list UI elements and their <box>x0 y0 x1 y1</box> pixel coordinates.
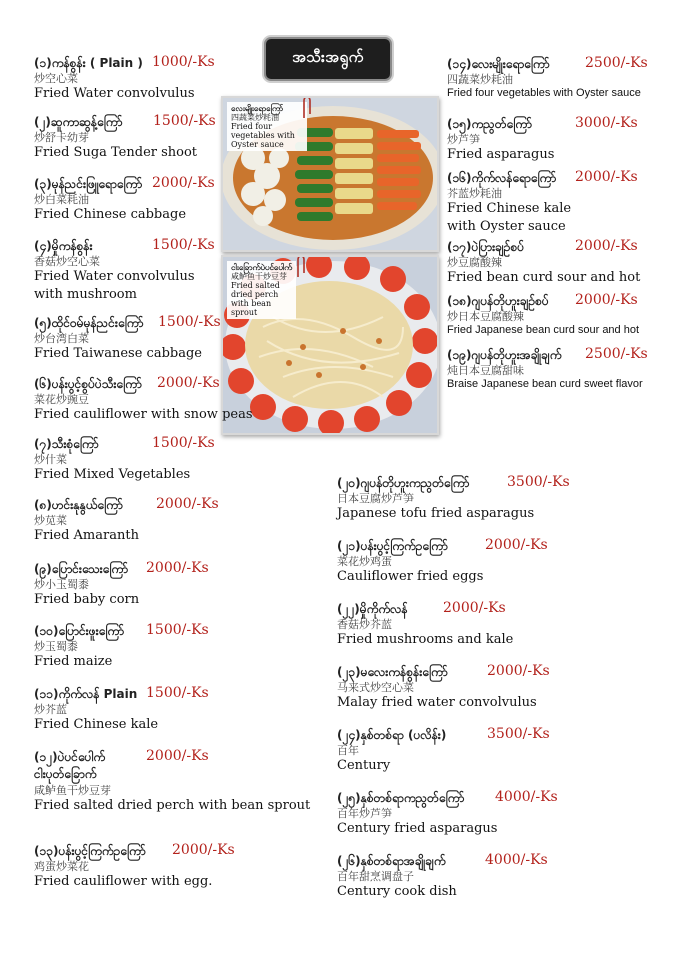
item-price: 1500/-Ks <box>158 314 221 330</box>
menu-item <box>337 598 577 649</box>
menu-item <box>34 312 274 363</box>
item-name-myanmar: (၁၆)ကိုက်လန်ရောကြော် <box>447 171 557 185</box>
menu-item-header <box>34 235 274 255</box>
menu-item-header <box>447 290 678 310</box>
menu-item <box>337 724 577 775</box>
item-price: 2000/-Ks <box>172 842 235 858</box>
menu-item-header <box>337 598 577 618</box>
menu-item <box>34 620 274 671</box>
item-name-myanmar: (၂၃)မလေးကန်စွန်းကြော် <box>337 665 448 679</box>
caption-zh: 四蔬菜炒耗油 <box>231 113 279 122</box>
caption-zh: 咸鲈鱼干炒豆芽 <box>231 272 287 281</box>
item-name-chinese: 炒台湾白菜 <box>34 332 89 345</box>
menu-item <box>337 472 577 523</box>
item-price: 2000/-Ks <box>152 175 215 191</box>
item-name-myanmar: (၁၂)ပဲပင်ပေါက် <box>34 750 106 764</box>
item-name-myanmar: (၂၂)မှိုကိုက်လန် <box>337 602 408 616</box>
item-price: 1500/-Ks <box>146 622 209 638</box>
menu-item <box>337 850 577 901</box>
item-name-english: Fried four vegetables with Oyster sauce <box>447 87 641 99</box>
item-name-myanmar: (၁၅)ကညွတ်ကြော် <box>447 117 532 131</box>
item-price: 2000/-Ks <box>575 169 638 185</box>
item-name-myanmar: (၁၄)လေးမျိုးရောကြော် <box>447 57 550 71</box>
item-name-english: Fried cauliflower with snow peas <box>34 407 253 422</box>
item-name-myanmar: (၄)မှိုကန်စွန်း <box>34 239 93 253</box>
menu-item <box>447 113 678 164</box>
item-price: 1500/-Ks <box>146 685 209 701</box>
item-price: 2000/-Ks <box>146 748 209 764</box>
item-name-english: Fried Mixed Vegetables <box>34 467 191 482</box>
menu-item-header <box>337 724 577 744</box>
paperclip-icon <box>301 96 313 120</box>
item-name-english: Century cook dish <box>337 884 457 899</box>
item-name-chinese: 菜花炒豌豆 <box>34 393 89 406</box>
item-name-english: Fried Japanese bean curd sour and hot <box>447 324 640 336</box>
item-name-english: Braise Japanese bean curd sweet flavor <box>447 378 643 390</box>
item-price: 2000/-Ks <box>487 663 550 679</box>
item-name-english: Century fried asparagus <box>337 821 498 836</box>
menu-item-header <box>34 111 274 131</box>
item-name-chinese: 炒芦笋 <box>447 133 480 146</box>
menu-item <box>34 111 274 162</box>
item-name-english: Fried Water convolvulus <box>34 269 195 284</box>
item-name-myanmar: (၂၁)ပန်းပွင့်ကြက်ဥကြော် <box>337 539 448 553</box>
item-name-chinese: 马来式炒空心菜 <box>337 681 414 694</box>
item-name-chinese: 咸鲈鱼干炒豆芽 <box>34 784 111 797</box>
item-price: 2500/-Ks <box>585 55 648 71</box>
item-name-chinese: 炒玉蜀黍 <box>34 640 78 653</box>
menu-item <box>447 236 678 287</box>
menu-item-header <box>34 620 274 640</box>
item-name-chinese: 百年甜烹调盘子 <box>337 870 414 883</box>
item-name-english: Cauliflower fried eggs <box>337 569 484 584</box>
item-price: 2000/-Ks <box>575 292 638 308</box>
menu-item <box>447 167 678 236</box>
item-name-english: Fried Suga Tender shoot <box>34 145 198 160</box>
menu-item-header <box>447 113 678 133</box>
item-price: 1500/-Ks <box>153 113 216 129</box>
item-name-myanmar: (၁၇)ပဲပြားချဉ်စပ် <box>447 240 525 254</box>
item-name-english: Fried mushrooms and kale <box>337 632 514 647</box>
menu-item-header <box>337 661 577 681</box>
item-name-myanmar: (၂၄)နှစ်တစ်ရာ (ပလိန်း) <box>337 728 447 742</box>
item-name-chinese: 炒什菜 <box>34 453 67 466</box>
item-name-english: Fried Amaranth <box>34 528 139 543</box>
item-name-english: Fried salted dried perch with bean sprout <box>34 798 311 813</box>
item-name-chinese: 炒空心菜 <box>34 72 78 85</box>
item-name-english: Fried Taiwanese cabbage <box>34 346 202 361</box>
menu-item <box>34 558 274 609</box>
item-name-myanmar: (၉)ပြောင်းသေးကြော် <box>34 562 129 576</box>
item-price: 3000/-Ks <box>575 115 638 131</box>
item-name-english-line2: with Oyster sauce <box>447 219 566 234</box>
menu-item-header <box>34 683 274 703</box>
item-name-chinese: 四蔬菜炒耗油 <box>447 73 513 86</box>
menu-item-header <box>34 746 274 766</box>
item-name-english: Fried maize <box>34 654 113 669</box>
item-price: 1500/-Ks <box>152 435 215 451</box>
item-price: 4000/-Ks <box>485 852 548 868</box>
menu-item-header <box>34 840 274 860</box>
caption-mm: လေးမျိုးရောကြော် <box>231 104 284 113</box>
item-name-chinese: 鸡蛋炒菜花 <box>34 860 89 873</box>
item-name-english-line2: with mushroom <box>34 287 137 302</box>
item-name-chinese: 香菇炒空心菜 <box>34 255 100 268</box>
menu-item-header <box>34 433 274 453</box>
menu-item <box>34 683 274 734</box>
item-price: 2000/-Ks <box>156 496 219 512</box>
item-name-english: Japanese tofu fried asparagus <box>337 506 535 521</box>
item-name-english: Fried bean curd sour and hot <box>447 270 641 285</box>
menu-item-header <box>34 312 274 332</box>
item-name-myanmar: (၁၉)ဂျပန်တိုဟူးအချိုချက် <box>447 348 562 362</box>
item-name-chinese: 香菇炒芥蓝 <box>337 618 392 631</box>
item-name-myanmar: (၁၁)ကိုက်လန် Plain <box>34 687 138 701</box>
menu-item <box>447 53 678 101</box>
item-price: 3500/-Ks <box>507 474 570 490</box>
item-name-english: Fried asparagus <box>447 147 555 162</box>
menu-item-header <box>34 373 274 393</box>
item-price: 2000/-Ks <box>443 600 506 616</box>
item-name-myanmar: (၁၈)ဂျပန်တိုဟူးချဉ်စပ် <box>447 294 549 308</box>
menu-item-header <box>337 850 577 870</box>
menu-item <box>34 173 274 224</box>
item-name-myanmar: (၂၅)နှစ်တစ်ရာကညွတ်ကြော် <box>337 791 465 805</box>
item-price: 2500/-Ks <box>585 346 648 362</box>
menu-item-header <box>337 787 577 807</box>
item-name-chinese: 日本豆腐炒芦笋 <box>337 492 414 505</box>
menu-item <box>337 661 577 712</box>
item-name-english: Malay fried water convolvulus <box>337 695 537 710</box>
item-name-english: Fried Water convolvulus <box>34 86 195 101</box>
item-price: 2000/-Ks <box>575 238 638 254</box>
item-name-myanmar: (၂၆)နှစ်တစ်ရာအချိုချက် <box>337 854 446 868</box>
paperclip-icon <box>295 255 307 279</box>
item-name-myanmar: (၁၀)ပြောင်းဖူးကြော် <box>34 624 125 638</box>
item-price: 2000/-Ks <box>485 537 548 553</box>
item-name-chinese: 炒小玉蜀黍 <box>34 578 89 591</box>
item-name-myanmar: (၇)သီးစုံကြော် <box>34 437 99 451</box>
item-name-myanmar: (၃)မုန်ညင်းဖြူရောကြော် <box>34 177 143 191</box>
item-name-english: Fried Chinese kale <box>447 201 572 216</box>
item-price: 3500/-Ks <box>487 726 550 742</box>
menu-item <box>34 840 274 891</box>
item-name-chinese: 炒白菜耗油 <box>34 193 89 206</box>
menu-item <box>34 746 310 815</box>
menu-item-header <box>447 236 678 256</box>
item-name-myanmar-line2: ငါးပုတ်ခြောက် <box>34 767 97 781</box>
menu-item-header <box>34 558 274 578</box>
item-name-chinese: 炒豆腐酸辣 <box>447 256 502 269</box>
item-name-myanmar: (၅)ထိုင်ဝမ်မုန်ညင်းကြော် <box>34 316 144 330</box>
menu-item <box>337 535 577 586</box>
item-price: 4000/-Ks <box>495 789 558 805</box>
item-name-myanmar: (၁၃)ပန်းပွင့်ကြက်ဥကြော် <box>34 844 146 858</box>
item-name-chinese: 炒日本豆腐酸辣 <box>447 310 524 323</box>
item-name-chinese: 菜花炒鸡蛋 <box>337 555 392 568</box>
item-name-chinese: 炒苋菜 <box>34 514 67 527</box>
item-name-myanmar: (၂၀)ဂျပန်တိုဟူးကညွတ်ကြော် <box>337 476 470 490</box>
menu-item <box>34 494 274 545</box>
item-name-english: Century <box>337 758 391 773</box>
item-name-myanmar: (၆)ပန်းပွင့်စွပ်ပဲသီးကြော် <box>34 377 142 391</box>
item-price: 2000/-Ks <box>146 560 209 576</box>
menu-item-header <box>337 472 577 492</box>
menu-item-header <box>34 52 274 72</box>
caption-en: Fried four vegetables with Oyster sauce <box>231 122 295 149</box>
caption-en: Fried salted dried perch with bean sprout <box>231 281 280 317</box>
menu-item <box>337 787 577 838</box>
menu-item-header <box>447 167 678 187</box>
item-price: 1500/-Ks <box>152 237 215 253</box>
item-price: 2000/-Ks <box>157 375 220 391</box>
item-name-chinese: 炒舒卡幼芽 <box>34 131 89 144</box>
caption-mm: ငါးခြောက်ပဲပင်ပေါက် <box>231 263 292 272</box>
item-name-chinese: 芥蓝炒耗油 <box>447 187 502 200</box>
item-name-english: Fried Chinese cabbage <box>34 207 187 222</box>
item-name-english: Fried Chinese kale <box>34 717 159 732</box>
menu-item-header <box>337 535 577 555</box>
menu-item-header <box>447 344 678 364</box>
item-name-english: Fried cauliflower with egg. <box>34 874 213 889</box>
item-name-chinese: 百年 <box>337 744 359 757</box>
item-name-chinese: 百年炒芦笋 <box>337 807 392 820</box>
item-price: 1000/-Ks <box>152 54 215 70</box>
menu-item <box>34 433 274 484</box>
menu-item-header <box>447 53 678 73</box>
menu-item-header <box>34 173 274 193</box>
menu-item <box>447 344 678 392</box>
menu-item-header <box>34 494 274 514</box>
item-name-myanmar: (၁)ကန်စွန်း ( Plain ) <box>34 56 143 70</box>
menu-item <box>34 235 274 304</box>
item-name-chinese: 炖日本豆腐甜味 <box>447 364 524 377</box>
menu-item <box>447 290 678 338</box>
menu-item <box>34 52 274 103</box>
item-name-myanmar: (၂)ဆူကာဆွန့်ကြော် <box>34 115 123 129</box>
item-name-myanmar: (၈)ဟင်းနုနွယ်ကြော် <box>34 498 123 512</box>
item-name-chinese: 炒芥蓝 <box>34 703 67 716</box>
item-name-english: Fried baby corn <box>34 592 140 607</box>
menu-item <box>34 373 274 424</box>
page-title: အသီးအရွက် <box>264 37 392 81</box>
